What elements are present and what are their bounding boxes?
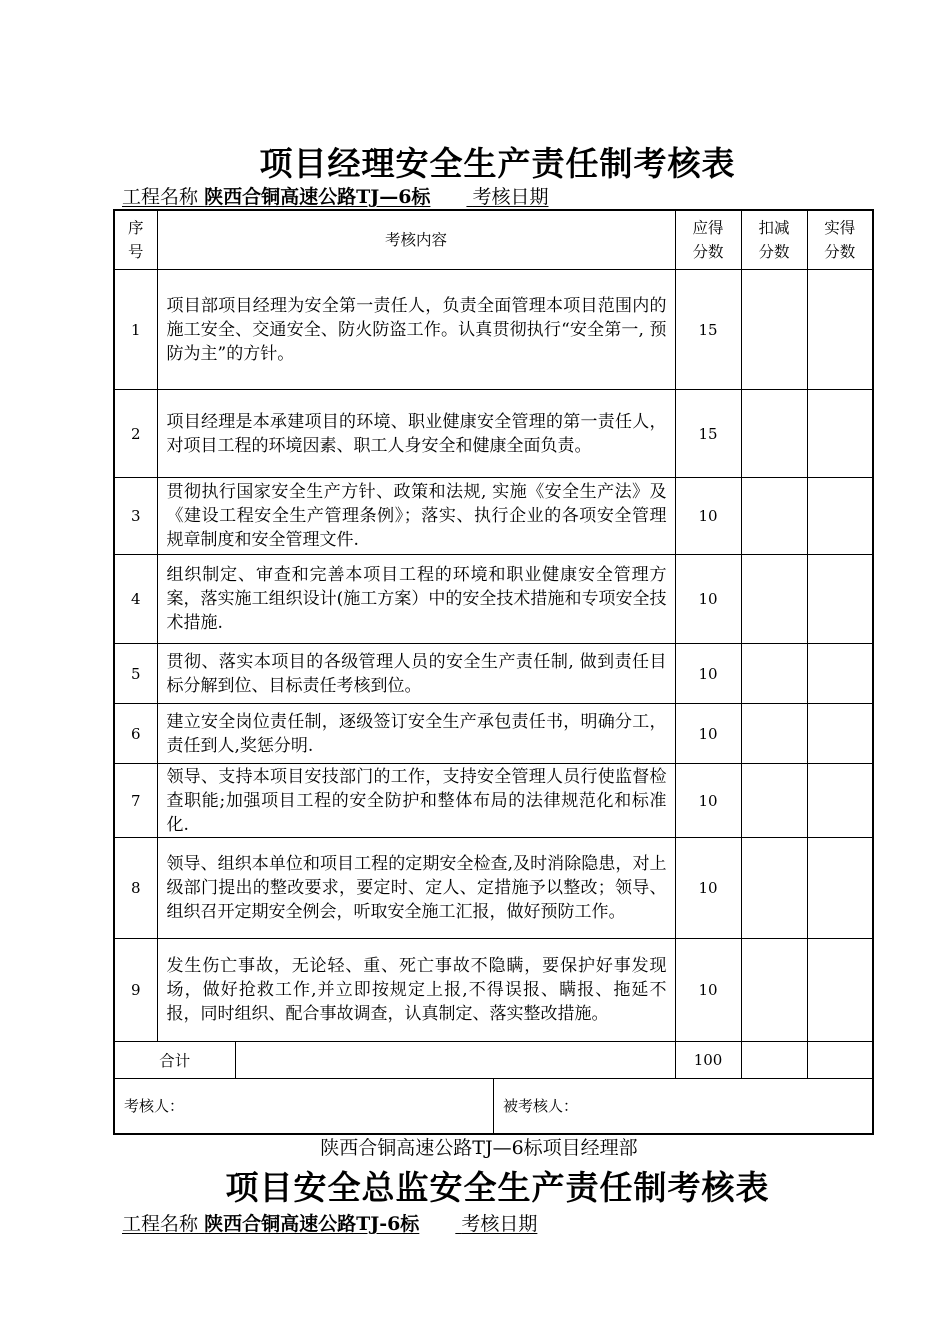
row-number: 1 (114, 270, 157, 390)
row-score: 10 (675, 644, 741, 704)
total-actual-cell[interactable] (807, 1042, 873, 1079)
table-row (114, 939, 873, 1042)
row-deduct-cell[interactable] (741, 478, 807, 555)
row-score: 10 (675, 555, 741, 644)
row-content: 建立安全岗位责任制，逐级签订安全生产承包责任书，明确分工，责任到人,奖惩分明. (157, 704, 675, 764)
table-row (114, 764, 873, 838)
row-number: 9 (114, 939, 157, 1042)
assessment-date-label-2: 考核日期 (461, 1213, 538, 1235)
examiner-label: 考核人： (124, 1079, 494, 1133)
row-score: 10 (675, 838, 741, 939)
project-name-label-2: 工程名称 (122, 1213, 199, 1235)
table-row (114, 270, 873, 390)
row-actual-cell[interactable] (807, 390, 873, 478)
row-actual-cell[interactable] (807, 644, 873, 704)
row-number: 8 (114, 838, 157, 939)
row-number: 6 (114, 704, 157, 764)
table-row (114, 390, 873, 478)
row-score: 10 (675, 704, 741, 764)
total-content-cell (235, 1042, 675, 1079)
header-actual-line2: 分数 (824, 243, 856, 261)
assessment-table (113, 209, 874, 1135)
header-actual-line1: 实得 (824, 219, 856, 237)
table-row (114, 704, 873, 764)
total-deduct-cell[interactable] (741, 1042, 807, 1079)
footer-organization: 陕西合铜高速公路TJ—6标项目经理部 (320, 1137, 638, 1159)
row-deduct-cell[interactable] (741, 644, 807, 704)
row-score: 10 (675, 939, 741, 1042)
row-content: 领导、组织本单位和项目工程的定期安全检查,及时消除隐患，对上级部门提出的整改要求，要定时、定人、定措施予以整改；领导、组织召开定期安全例会，听取安全施工汇报，做好预防工作。 (157, 838, 675, 939)
table-row (114, 555, 873, 644)
row-score: 10 (675, 478, 741, 555)
row-number: 3 (114, 478, 157, 555)
header-score (675, 210, 741, 270)
row-content: 领导、支持本项目安技部门的工作，支持安全管理人员行使监督检查职能;加强项目工程的安全防护和整体布局的法律规范化和标准化. (157, 764, 675, 838)
total-score: 100 (675, 1042, 741, 1079)
row-actual-cell[interactable] (807, 939, 873, 1042)
examinee-signature-cell[interactable] (675, 1079, 873, 1135)
row-actual-cell[interactable] (807, 555, 873, 644)
row-number: 7 (114, 764, 157, 838)
signature-row (114, 1079, 873, 1135)
row-actual-cell[interactable] (807, 478, 873, 555)
table-header-row (114, 210, 873, 270)
row-actual-cell[interactable] (807, 704, 873, 764)
table-row (114, 478, 873, 555)
row-deduct-cell[interactable] (741, 704, 807, 764)
row-deduct-cell[interactable] (741, 838, 807, 939)
row-deduct-cell[interactable] (741, 270, 807, 390)
project-info-line-2 (122, 1209, 537, 1236)
table-row (114, 644, 873, 704)
total-row (114, 1042, 873, 1079)
project-name-label: 工程名称 (122, 186, 199, 208)
row-score: 15 (675, 270, 741, 390)
header-deduct-line1: 扣减 (758, 219, 790, 237)
row-content: 项目部项目经理为安全第一责任人，负责全面管理本项目范围内的施工安全、交通安全、防火防盗工作。认真贯彻执行“安全第一, 预防为主”的方针。 (157, 270, 675, 390)
row-deduct-cell[interactable] (741, 939, 807, 1042)
row-content: 贯彻执行国家安全生产方针、政策和法规, 实施《安全生产法》及《建设工程安全生产管理条例》；落实、执行企业的各项安全管理规章制度和安全管理文件. (157, 478, 675, 555)
row-content: 组织制定、审查和完善本项目工程的环境和职业健康安全管理方案，落实施工组织设计(施工方案）中的安全技术措施和专项安全技术措施. (157, 555, 675, 644)
header-seq-line1: 序 (127, 219, 144, 237)
total-label: 合计 (114, 1042, 235, 1079)
row-deduct-cell[interactable] (741, 390, 807, 478)
row-score: 10 (675, 764, 741, 838)
row-content: 项目经理是本承建项目的环境、职业健康安全管理的第一责任人，对项目工程的环境因素、职工人身安全和健康全面负责。 (157, 390, 675, 478)
row-actual-cell[interactable] (807, 764, 873, 838)
row-deduct-cell[interactable] (741, 764, 807, 838)
row-number: 5 (114, 644, 157, 704)
header-content: 考核内容 (157, 210, 675, 270)
header-deduct-line2: 分数 (758, 243, 790, 261)
row-number: 4 (114, 555, 157, 644)
header-actual (807, 210, 873, 270)
header-score-line1: 应得 (692, 219, 724, 237)
table-row (114, 838, 873, 939)
row-content: 贯彻、落实本项目的各级管理人员的安全生产责任制, 做到责任目标分解到位、目标责任考核到位。 (157, 644, 675, 704)
row-number: 2 (114, 390, 157, 478)
header-seq (114, 210, 157, 270)
second-form-title: 项目安全总监安全生产责任制考核表 (225, 1168, 770, 1207)
form-title: 项目经理安全生产责任制考核表 (259, 144, 736, 183)
row-score: 15 (675, 390, 741, 478)
header-score-line2: 分数 (692, 243, 724, 261)
examinee-label: 被考核人： (503, 1097, 579, 1115)
row-deduct-cell[interactable] (741, 555, 807, 644)
examiner-cell[interactable] (114, 1079, 675, 1135)
row-actual-cell[interactable] (807, 270, 873, 390)
row-actual-cell[interactable] (807, 838, 873, 939)
row-content: 发生伤亡事故，无论轻、重、死亡事故不隐瞒，要保护好事发现场，做好抢救工作,并立即按规定上报,不得误报、瞒报、拖延不报，同时组织、配合事故调查，认真制定、落实整改措施。 (157, 939, 675, 1042)
assessment-date-label: 考核日期 (472, 186, 549, 208)
project-name-value: 陕西合铜高速公路TJ—6标 (204, 186, 431, 208)
header-seq-line2: 号 (127, 243, 144, 261)
project-info-line (122, 182, 548, 209)
header-deduct (741, 210, 807, 270)
project-name-value-2: 陕西合铜高速公路TJ-6标 (204, 1213, 420, 1235)
